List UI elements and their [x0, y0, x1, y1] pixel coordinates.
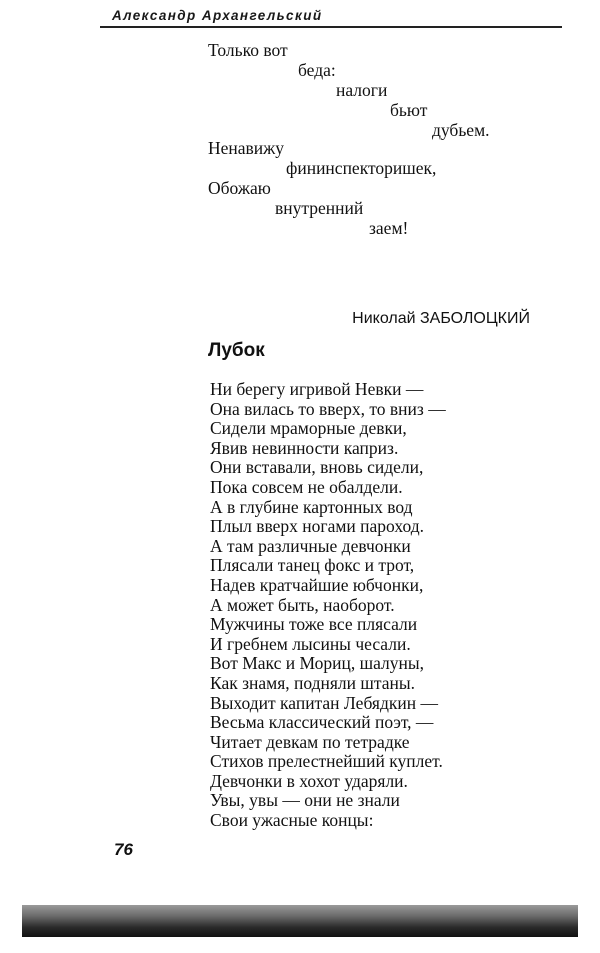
ladder-line: Обожаю — [208, 178, 271, 198]
ladder-line: Ненавижу — [208, 138, 285, 158]
poem-author: Николай ЗАБОЛОЦКИЙ — [352, 310, 530, 327]
poem-line: Стихов прелестнейший куплет. — [210, 751, 443, 772]
poem-line: Надев кратчайшие юбчонки, — [210, 574, 424, 595]
ladder-line: беда: — [298, 60, 336, 80]
poem-line: Свои ужасные концы: — [210, 810, 374, 831]
ladder-line: заем! — [369, 218, 409, 238]
poem-line: А там различные девчонки — [210, 535, 411, 556]
poem-line: Мужчины тоже все плясали — [210, 614, 418, 635]
poem-line: А может быть, наоборот. — [210, 594, 395, 615]
poem-line: Она вилась то вверх, то вниз — — [210, 398, 446, 419]
poem-line: А в глубине картонных вод — [210, 496, 413, 517]
poem-line: Плясали танец фокс и трот, — [210, 555, 415, 576]
poem-line: Они вставали, вновь сидели, — [210, 457, 424, 478]
running-header: Александр Архангельский — [112, 8, 323, 23]
poem-line: Девчонки в хохот ударяли. — [210, 770, 408, 791]
poem-line: Вот Макс и Мориц, шалуны, — [210, 653, 424, 674]
header-rule — [100, 26, 562, 28]
poem-body — [210, 380, 446, 831]
poem-title: Лубок — [208, 340, 265, 361]
poem-line: Ни берегу игривой Невки — — [210, 379, 424, 399]
ladder-line: бьют — [390, 100, 428, 120]
poem-line: Читает девкам по тетрадке — [210, 731, 410, 752]
poem-line: Весьма классический поэт, — — [210, 712, 434, 733]
poem-line: Выходит капитан Лебядкин — — [210, 692, 438, 713]
poem-line: Пока совсем не обалдели. — [210, 476, 403, 497]
footer-bar — [22, 905, 578, 937]
poem-line: Явив невинности каприз. — [210, 437, 399, 458]
ladder-line: налоги — [336, 80, 388, 100]
poem-line: Как знамя, подняли штаны. — [210, 672, 416, 693]
ladder-line: фининспекторишек, — [286, 158, 437, 178]
poem-line: И гребнем лысины чесали. — [210, 633, 411, 654]
page-number: 76 — [114, 840, 133, 859]
poem-line: Сидели мраморные девки, — [210, 418, 407, 439]
ladder-line: дубьем. — [432, 120, 490, 140]
ladder-line: Только вот — [208, 40, 288, 60]
ladder-line: внутренний — [275, 198, 364, 218]
poem-line: Увы, увы — они не знали — [210, 790, 400, 811]
poem-line: Плыл вверх ногами пароход. — [210, 516, 424, 537]
